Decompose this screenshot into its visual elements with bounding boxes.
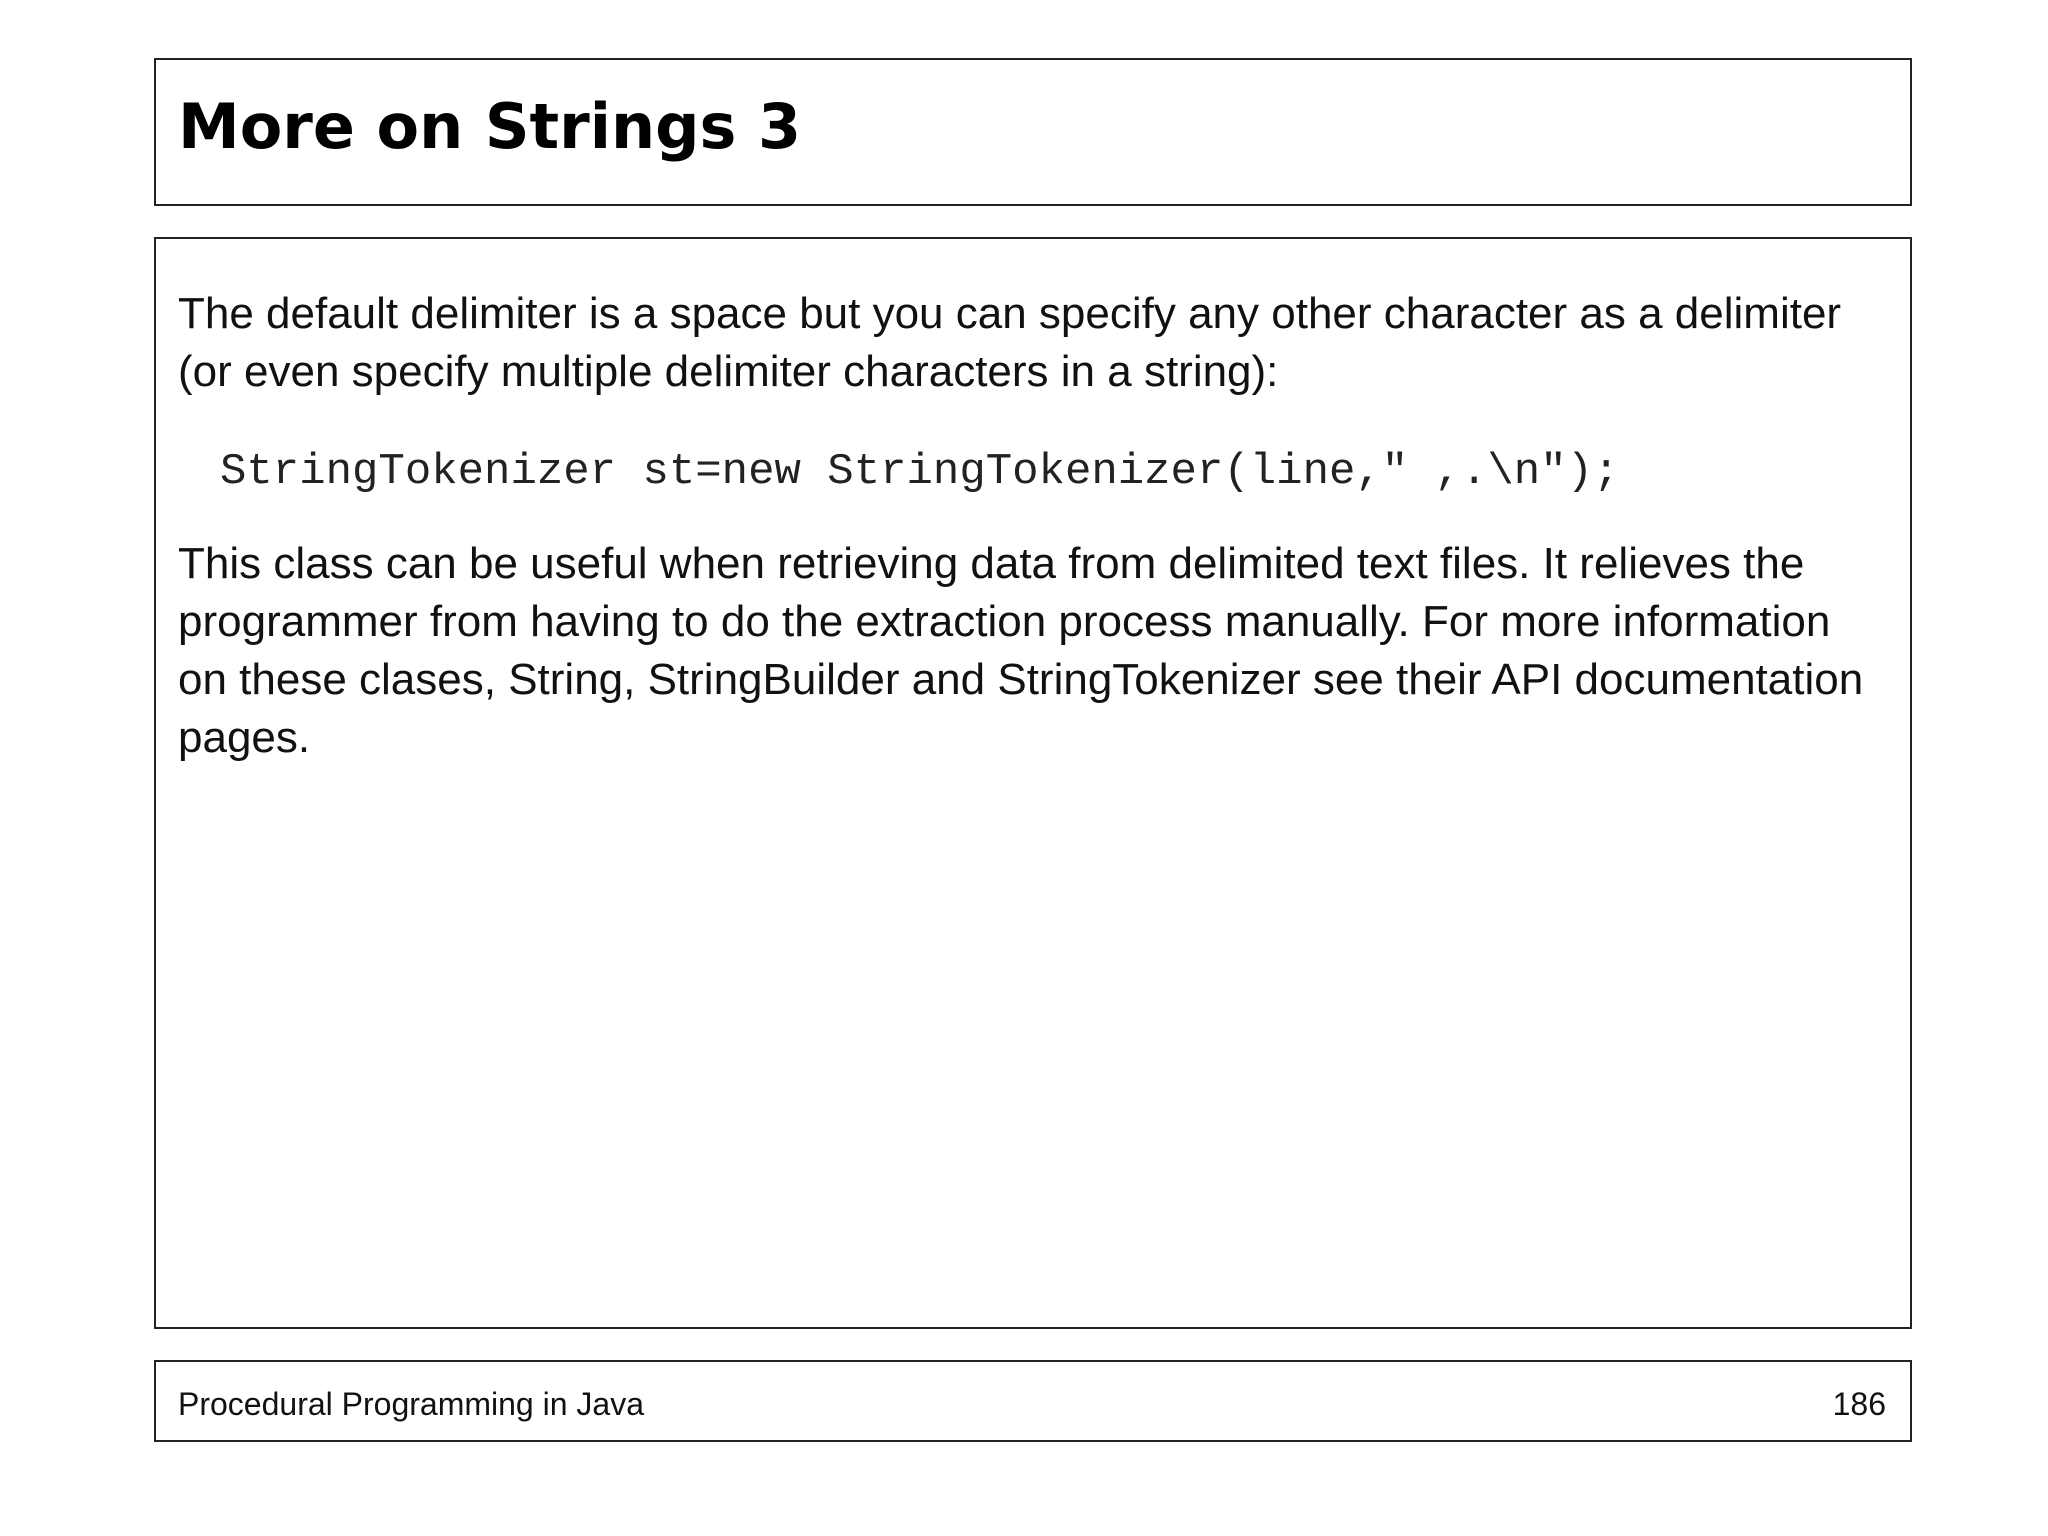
page-number: 186 — [1832, 1386, 1886, 1422]
paragraph-usage: This class can be useful when retrieving data from delimited text files. It relieves the programmer from having to do the extraction process manually. For more information on these clases, String, StringBuilder and StringTokenizer see their API documentation pages. — [178, 539, 1864, 762]
content-frame — [154, 237, 1912, 1329]
footer-course-title: Procedural Programming in Java — [178, 1386, 644, 1422]
title-frame — [154, 58, 1912, 206]
footer-frame — [154, 1360, 1912, 1442]
slide-title: More on Strings 3 — [178, 90, 802, 163]
code-example: StringTokenizer st=new StringTokenizer(line," ,.\n"); — [220, 447, 1620, 497]
slide-body — [178, 285, 1878, 767]
paragraph-delimiter: The default delimiter is a space but you can specify any other character as a delimiter (or even specify multiple delimiter characters in a string): — [178, 289, 1842, 396]
